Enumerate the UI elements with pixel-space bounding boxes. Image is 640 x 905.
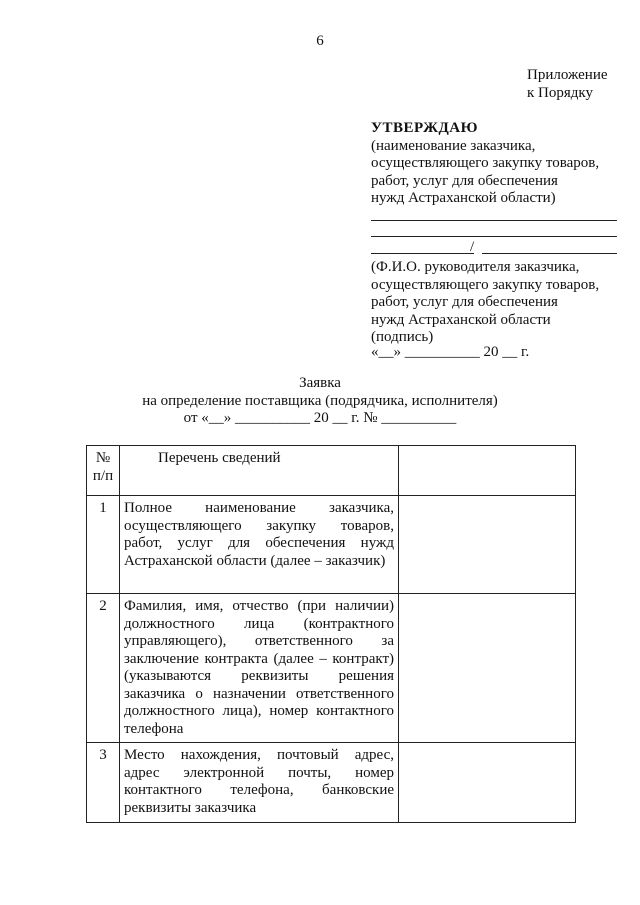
request-heading bbox=[0, 375, 640, 428]
appendix-label bbox=[527, 66, 637, 102]
approval-org-line: осуществляющего закупку товаров, bbox=[371, 155, 600, 171]
table-row bbox=[87, 743, 576, 823]
row-num: 3 bbox=[87, 743, 120, 823]
signature-slash: / bbox=[470, 239, 475, 255]
approval-org-line: (наименование заказчика, bbox=[371, 137, 536, 154]
row-value-cell bbox=[399, 594, 576, 743]
org-name-blank-line bbox=[371, 220, 617, 221]
head-line: (Ф.И.О. руководителя заказчика, bbox=[371, 259, 580, 275]
signature-caption: (подпись) bbox=[371, 329, 434, 345]
row-value-cell bbox=[399, 496, 576, 594]
row-text: Место нахождения, почтовый адрес, адрес электронной почты, номер контактного телефона, банковские реквизиты заказчика bbox=[120, 743, 399, 823]
row-num: 1 bbox=[87, 496, 120, 594]
page-number: 6 bbox=[316, 33, 324, 49]
head-line: работ, услуг для обеспечения bbox=[371, 294, 558, 310]
org-name-blank-line bbox=[371, 236, 617, 237]
appendix-line-1: Приложение bbox=[527, 67, 608, 83]
name-blank-line bbox=[482, 253, 617, 254]
table-row bbox=[87, 496, 576, 594]
request-title: Заявка bbox=[299, 375, 341, 391]
head-line: осуществляющего закупку товаров, bbox=[371, 276, 600, 293]
approval-org-line: работ, услуг для обеспечения bbox=[371, 172, 558, 189]
approval-org-line: нужд Астраханской области) bbox=[371, 190, 556, 206]
approval-block bbox=[371, 120, 621, 208]
header-value bbox=[399, 446, 576, 496]
request-date-line: от «__» __________ 20 __ г. № __________ bbox=[183, 410, 457, 426]
head-of-customer-block bbox=[371, 259, 631, 347]
approval-date: «__» __________ 20 __ г. bbox=[371, 344, 530, 360]
appendix-line-2: к Порядку bbox=[527, 85, 593, 101]
approval-heading: УТВЕРЖДАЮ bbox=[371, 120, 479, 136]
signature-blank-line bbox=[371, 253, 474, 254]
table-header-row bbox=[87, 446, 576, 496]
row-num: 2 bbox=[87, 594, 120, 743]
row-value-cell bbox=[399, 743, 576, 823]
header-item: Перечень сведений bbox=[120, 446, 399, 496]
information-table bbox=[86, 445, 576, 823]
table-row bbox=[87, 594, 576, 743]
head-line: нужд Астраханской области bbox=[371, 311, 551, 328]
header-num: № п/п bbox=[87, 446, 120, 496]
request-subtitle: на определение поставщика (подрядчика, исполнителя) bbox=[142, 392, 498, 409]
row-text: Полное наименование заказчика, осуществляющего закупку товаров, работ, услуг для обеспечения нужд Астраханской области (далее – заказчик) bbox=[120, 496, 399, 594]
row-text: Фамилия, имя, отчество (при наличии) должностного лица (контрактного управляющего), ответственного за заключение контракта (далее – контракт) (указываются реквизиты решения заказчика о назначении ответственного должностного лица), номер контактного телефона bbox=[120, 594, 399, 743]
